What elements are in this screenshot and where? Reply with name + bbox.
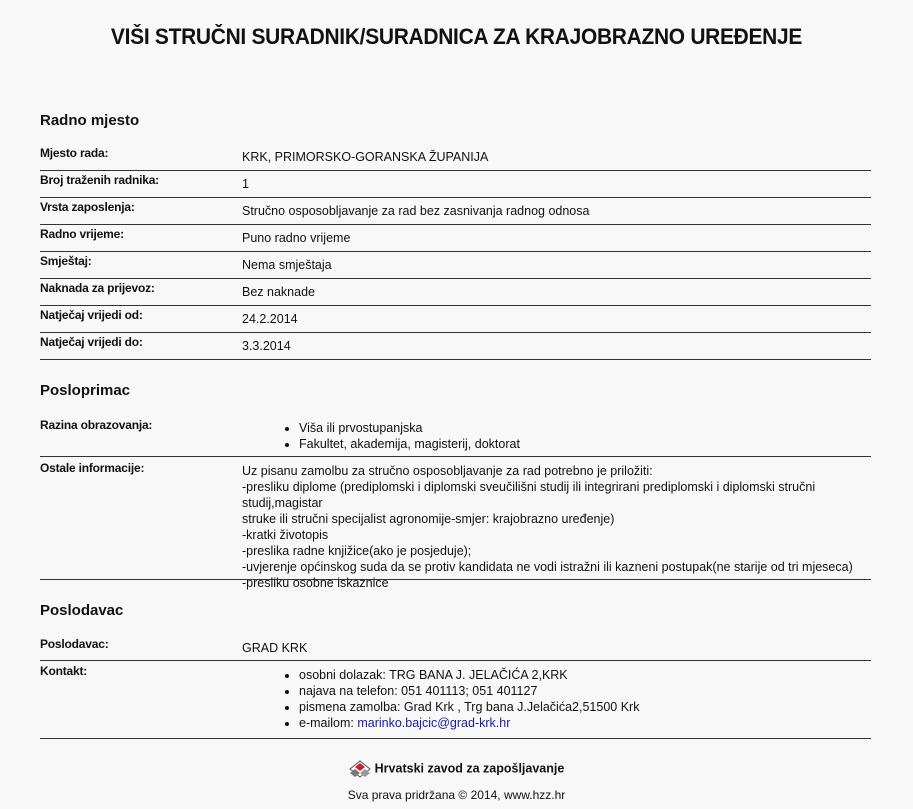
info-line: -presliku osobne iskaznice (242, 576, 389, 590)
row-kontakt (40, 664, 871, 739)
row-label: Broj traženih radnika: (40, 173, 159, 187)
row-radno-vrijeme (40, 227, 871, 252)
footer-brand-text: Hrvatski zavod za zapošljavanje (374, 761, 565, 776)
row-value: Stručno osposobljavanje za rad bez zasnivanja radnog odnosa (242, 204, 590, 218)
footer-brand (0, 760, 913, 778)
row-value: 1 (242, 177, 249, 191)
education-list (242, 420, 867, 452)
row-label: Naknada za prijevoz: (40, 281, 155, 295)
info-line: Uz pisanu zamolbu za stručno osposobljavanje za rad potrebno je priložiti: (242, 464, 653, 478)
row-value: GRAD KRK (242, 641, 308, 655)
row-value: Bez naknade (242, 285, 315, 299)
row-label: Mjesto rada: (40, 146, 109, 160)
row-value (242, 463, 867, 591)
hzz-logo-icon (349, 760, 371, 778)
list-item-email (299, 715, 867, 731)
list-item: • pismena zamolba: Grad Krk , Trg bana J.Jelačića2,51500 Krk (299, 699, 867, 715)
contact-list (242, 667, 867, 731)
row-label: Kontakt: (40, 664, 88, 678)
row-value (242, 420, 867, 452)
info-line: -preslika radne knjižice(ako je posjeduje); (242, 544, 472, 558)
row-label: Radno vrijeme: (40, 227, 124, 241)
row-label: Ostale informacije: (40, 461, 145, 475)
row-label: Smještaj: (40, 254, 92, 268)
row-value: 24.2.2014 (242, 312, 298, 326)
section-title-posloprimac: Posloprimac (40, 382, 131, 399)
row-naknada (40, 281, 871, 306)
row-label: Vrsta zaposlenja: (40, 200, 135, 214)
section-title-radno-mjesto: Radno mjesto (40, 112, 140, 129)
row-value: 3.3.2014 (242, 339, 291, 353)
footer-copyright: Sva prava pridržana © 2014, www.hzz.hr (347, 788, 566, 802)
row-label: Poslodavac: (40, 637, 109, 651)
row-label: Natječaj vrijedi do: (40, 335, 143, 349)
list-item: • najava na telefon: 051 401113; 051 401127 (299, 683, 867, 699)
row-broj-radnika (40, 173, 871, 198)
row-smjestaj (40, 254, 871, 279)
row-value: KRK, PRIMORSKO-GORANSKA ŽUPANIJA (242, 150, 489, 164)
info-line: -presliku diplome (prediplomski i diplomski sveučilišni studij ili integrirani prediplomski i diplomski stručni studij,magistar (242, 480, 816, 510)
row-label: Razina obrazovanja: (40, 418, 153, 432)
info-line: struke ili stručni specijalist agronomije-smjer: krajobrazno uređenje) (242, 512, 615, 526)
row-vrsta-zaposlenja (40, 200, 871, 225)
email-link[interactable]: marinko.bajcic@grad-krk.hr (357, 716, 511, 730)
row-label: Natječaj vrijedi od: (40, 308, 143, 322)
row-vrijedi-do (40, 335, 871, 360)
row-value: Puno radno vrijeme (242, 231, 351, 245)
info-line: -uvjerenje općinskog suda da se protiv kandidata ne vodi istražni ili kazneni postupak(ne starije od tri mjeseca) (242, 560, 853, 574)
row-value (242, 667, 867, 731)
email-prefix: e-mailom: (299, 716, 358, 730)
info-line: -kratki životopis (242, 528, 329, 542)
section-title-poslodavac: Poslodavac (40, 602, 124, 619)
page-title: VIŠI STRUČNI SURADNIK/SURADNICA ZA KRAJOBRAZNO UREĐENJE (110, 24, 803, 49)
list-item: • Viša ili prvostupanjska (299, 420, 867, 436)
row-razina-obrazovanja (40, 418, 871, 457)
row-poslodavac (40, 637, 871, 661)
list-item: • osobni dolazak: TRG BANA J. JELAČIĆA 2,KRK (299, 667, 867, 683)
row-ostale-informacije (40, 461, 871, 590)
row-mjesto-rada (40, 146, 871, 171)
row-vrijedi-od (40, 308, 871, 333)
row-value: Nema smještaja (242, 258, 332, 272)
list-item: • Fakultet, akademija, magisterij, doktorat (299, 436, 867, 452)
